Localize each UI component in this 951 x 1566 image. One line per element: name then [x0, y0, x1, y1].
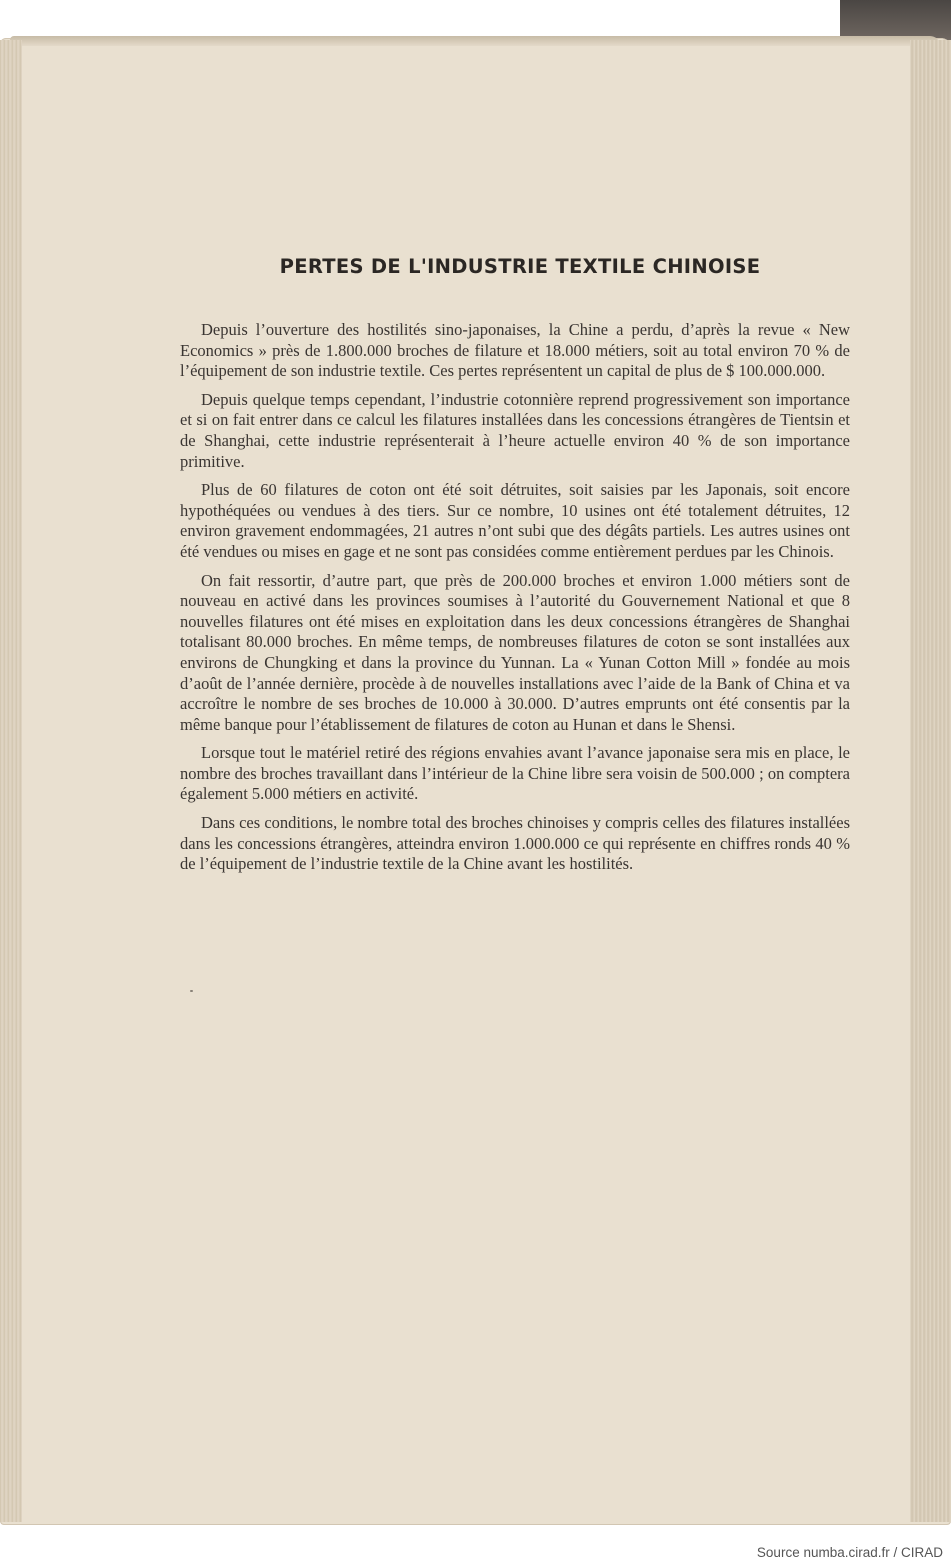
paragraph-6: Dans ces conditions, le nombre total des broches chinoises y compris celles des filatures installées dans les concessions étrangères, atteindra environ 1.000.000 ce qui représente en chiffres ronds 40 % de l’équipement de l’industrie textile de la Chine avant les hostilités.: [180, 813, 850, 874]
paper-speck: [190, 990, 193, 992]
paragraph-5: Lorsque tout le matériel retiré des régions envahies avant l’avance japonaise sera mis en place, le nombre des broches travaillant dans l’intérieur de la Chine libre sera voisin de 500.000 ; on comptera également 5.000 métiers en activité.: [180, 743, 850, 804]
page-content: [180, 255, 850, 883]
paragraph-4: On fait ressortir, d’autre part, que près de 200.000 broches et environ 1.000 métiers sont de nouveau en activé dans les provinces soumises à l’autorité du Gouvernement National et que 8 nouvelles filatures ont été mises en exploitation dans les deux concessions étrangères de Shanghai totalisant 80.000 broches. En même temps, de nombreuses filatures de coton se sont installées aux environs de Chungking et dans la province du Yunnan. La « Yunan Cotton Mill » fondée au mois d’août de l’année dernière, procède à de nouvelles installations avec l’aide de la Bank of China et va accroître le nombre de ses broches de 10.000 à 30.000. D’autres emprunts ont été consentis par la même banque pour l’établissement de filatures de coton au Hunan et dans le Shensi.: [180, 570, 850, 734]
page-top-edge: [10, 36, 940, 46]
paragraph-2: Depuis quelque temps cependant, l’industrie cotonnière reprend progressivement son importance et si on fait entrer dans ce calcul les filatures installées dans les concessions étrangères de Tientsin et de Shanghai, cette industrie représenterait à l’heure actuelle environ 40 % de son importance primitive.: [180, 389, 850, 471]
source-credit: Source numba.cirad.fr / CIRAD: [756, 1545, 943, 1560]
page-stack-right-edge: [910, 40, 951, 1522]
page-title: PERTES DE L'INDUSTRIE TEXTILE CHINOISE: [279, 255, 761, 278]
paragraph-3: Plus de 60 filatures de coton ont été soit détruites, soit saisies par les Japonais, soit encore hypothéquées ou vendues à des tiers. Sur ce nombre, 10 usines ont été totalement détruites, 12 environ gravement endommagées, 21 autres n’ont subi que des dégâts partiels. Les autres usines ont été vendues ou mises en gage et ne sont pas considées comme entièrement perdues par les Chinois.: [180, 480, 850, 561]
paragraph-1: Depuis l’ouverture des hostilités sino-japonaises, la Chine a perdu, d’après la revue « New Economics » près de 1.800.000 broches de filature et 18.000 métiers, soit au total environ 70 % de l’équipement de son industrie textile. Ces pertes représentent un capital de plus de $ 100.000.000.: [180, 320, 850, 381]
page-stack-left-edge: [0, 40, 22, 1522]
